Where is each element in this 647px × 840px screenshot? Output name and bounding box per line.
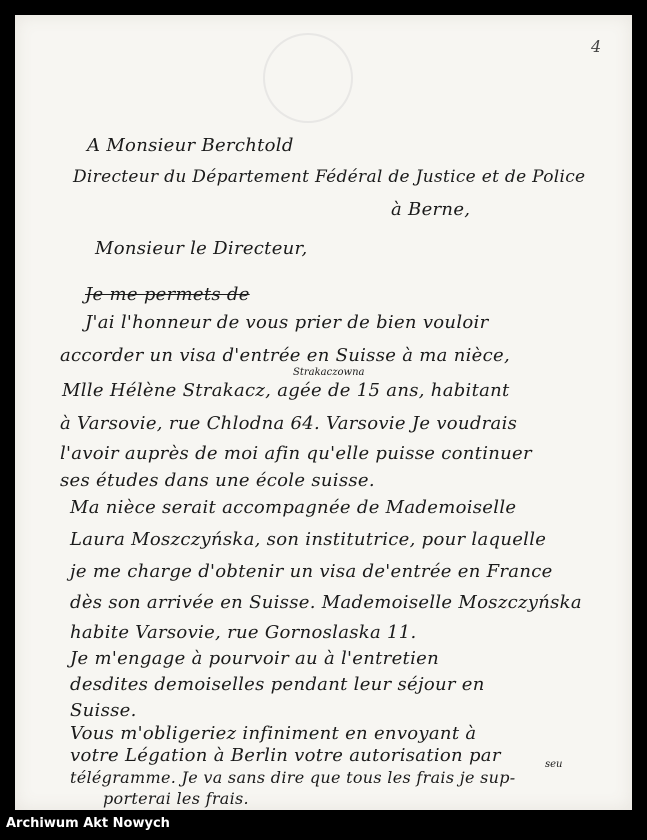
archive-name: Archiwum Akt Nowych bbox=[6, 816, 170, 831]
body-line: Suisse. bbox=[70, 700, 137, 721]
body-line: porterai les frais. bbox=[103, 789, 249, 808]
body-line: Mlle Hélène Strakacz, agée de 15 ans, habitant bbox=[62, 380, 510, 401]
body-line: votre Légation à Berlin votre autorisation par bbox=[70, 745, 501, 766]
greeting: Monsieur le Directeur, bbox=[95, 238, 308, 259]
body-line: Vous m'obligeriez infiniment en envoyant à bbox=[70, 723, 477, 744]
body-line: ses études dans une école suisse. bbox=[60, 470, 375, 491]
body-line: Laura Moszczyńska, son institutrice, pour laquelle bbox=[70, 529, 547, 550]
body-line: habite Varsovie, rue Gornoslaska 11. bbox=[70, 622, 417, 643]
insertion-note: Strakaczowna bbox=[293, 367, 365, 378]
letter-page bbox=[15, 15, 632, 810]
body-line: télégramme. Je va sans dire que tous les frais je sup- bbox=[70, 768, 516, 787]
insertion-note: seu bbox=[545, 759, 563, 770]
body-line: à Varsovie, rue Chlodna 64. Varsovie Je voudrais bbox=[60, 413, 518, 434]
body-line: je me charge d'obtenir un visa de'entrée en France bbox=[70, 561, 553, 582]
addressee-title: Directeur du Département Fédéral de Justice et de Police bbox=[73, 167, 586, 187]
body-line: accorder un visa d'entrée en Suisse à ma nièce, bbox=[60, 345, 510, 366]
body-line: J'ai l'honneur de vous prier de bien vouloir bbox=[85, 312, 489, 333]
struck-opening: Je me permets de bbox=[85, 284, 250, 305]
page-number: 4 bbox=[591, 37, 602, 56]
addressee-city: à Berne, bbox=[391, 199, 471, 220]
body-line: l'avoir auprès de moi afin qu'elle puisse continuer bbox=[60, 443, 532, 464]
body-line: desdites demoiselles pendant leur séjour en bbox=[70, 674, 485, 695]
body-line: Je m'engage à pourvoir au à l'entretien bbox=[70, 648, 439, 669]
body-line: dès son arrivée en Suisse. Mademoiselle Moszczyńska bbox=[70, 592, 582, 613]
faint-stamp bbox=[263, 33, 353, 123]
body-line: Ma nièce serait accompagnée de Mademoiselle bbox=[70, 497, 517, 518]
salutation-addressee: A Monsieur Berchtold bbox=[87, 135, 294, 156]
